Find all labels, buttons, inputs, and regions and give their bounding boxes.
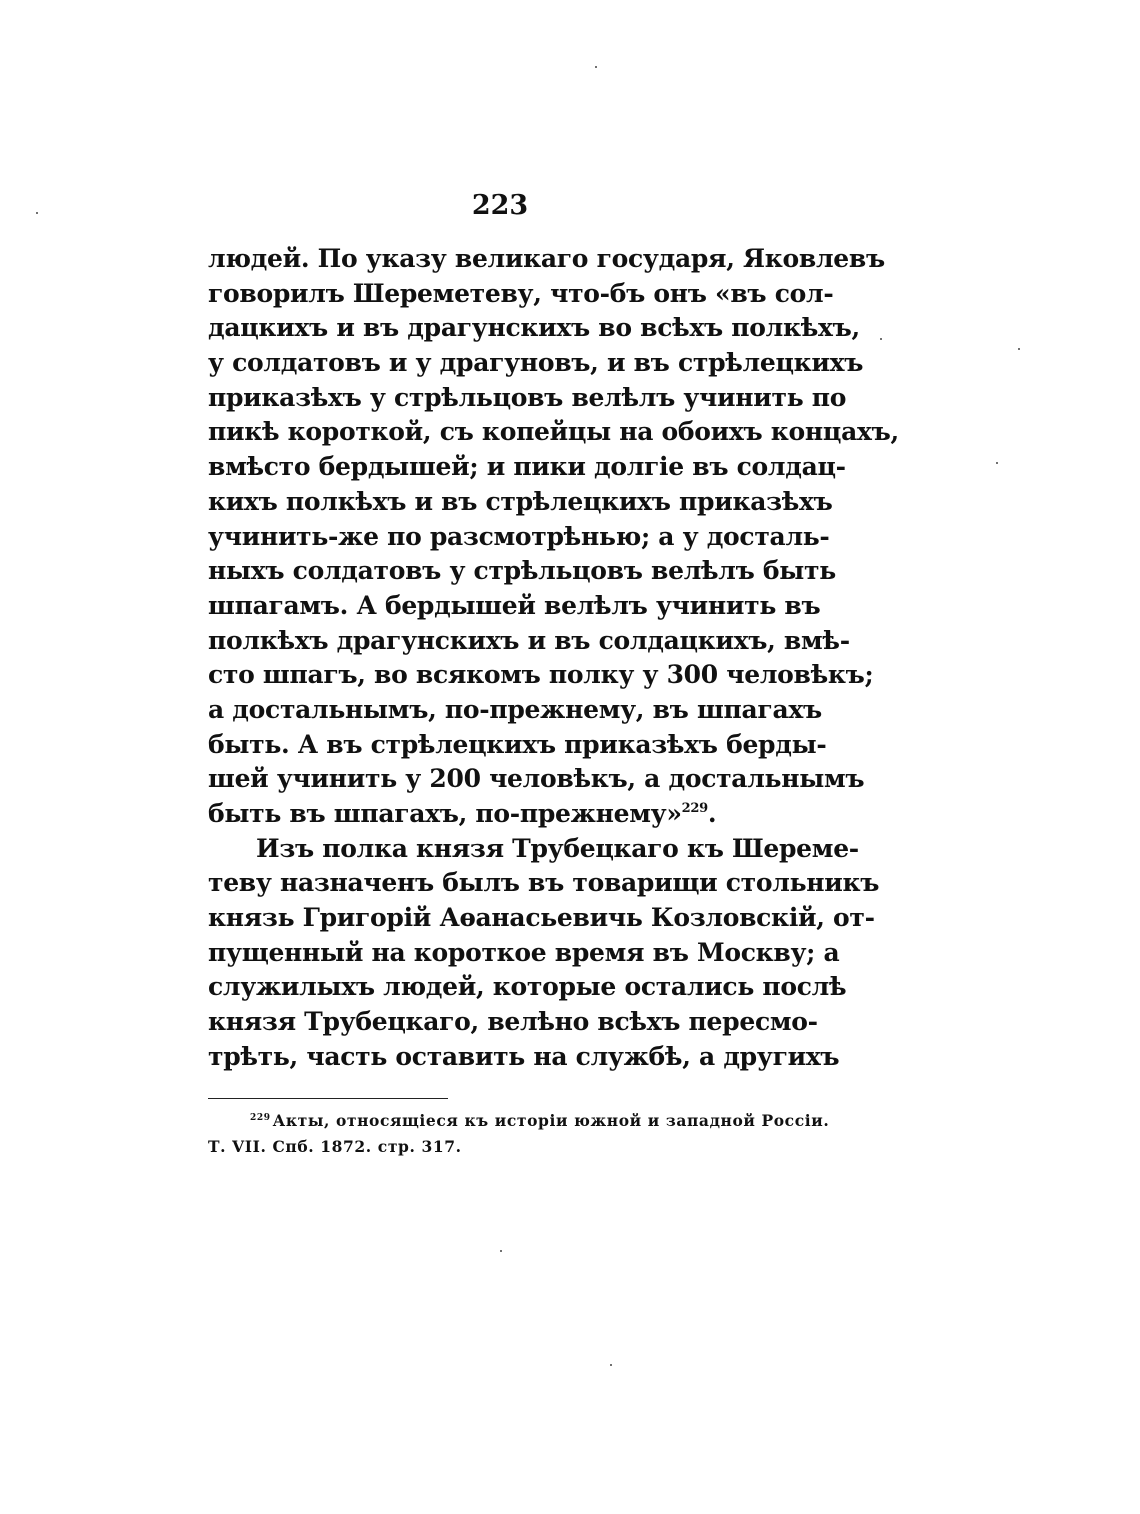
page-number: 223 — [471, 190, 529, 221]
text-line: дацкихъ и въ драгунскихъ во всѣхъ полкѣхъ, — [208, 313, 860, 343]
footnote-number: 229 — [250, 1113, 271, 1123]
text-line: а достальнымъ, по-прежнему, въ шпагахъ — [208, 694, 822, 724]
text-line: ныхъ солдатовъ у стрѣльцовъ велѣлъ быть — [208, 556, 836, 586]
scan-speck — [36, 212, 38, 214]
text-line: теву назначенъ былъ въ товарищи стольникъ — [208, 868, 880, 898]
scan-speck — [1018, 348, 1020, 350]
scan-speck — [996, 462, 998, 464]
footnote-reference: 229 — [681, 801, 708, 816]
text-line: полкѣхъ драгунскихъ и въ солдацкихъ, вмѣ- — [208, 625, 850, 655]
scan-speck — [595, 66, 597, 68]
text-line: пикѣ короткой, съ копейцы на обоихъ концахъ, — [208, 417, 899, 447]
text-line: вмѣсто бердышей; и пики долгіе въ солдац- — [208, 452, 846, 482]
text-line: учинить-же по разсмотрѣнью; а у досталь- — [208, 521, 830, 551]
footnote-line — [208, 1108, 830, 1134]
paragraph-start-line: Изъ полка князя Трубецкаго къ Шереме- — [256, 833, 859, 863]
footnote-line: Т. VII. Спб. 1872. стр. 317. — [208, 1137, 462, 1156]
footnote — [208, 1108, 830, 1160]
text-fragment: быть въ шпагахъ, по-прежнему» — [208, 799, 682, 828]
text-fragment: . — [707, 799, 717, 828]
text-line: кихъ полкѣхъ и въ стрѣлецкихъ приказѣхъ — [208, 486, 833, 516]
text-line: у солдатовъ и у драгуновъ, и въ стрѣлецкихъ — [208, 348, 864, 378]
text-line: сто шпагъ, во всякомъ полку у 300 человѣкъ; — [208, 660, 874, 690]
text-line: шпагамъ. А бердышей велѣлъ учинить въ — [208, 590, 821, 620]
text-line: трѣть, часть оставить на службѣ, а другихъ — [208, 1041, 840, 1071]
footnote-text: Акты, относящіеся къ исторіи южной и западной Россіи. — [272, 1111, 830, 1130]
text-line: князя Трубецкаго, велѣно всѣхъ пересмо- — [208, 1007, 818, 1037]
paragraph-end-line — [208, 797, 793, 832]
text-line: пущенный на короткое время въ Москву; а — [208, 937, 840, 967]
text-line: говорилъ Шереметеву, что-бъ онъ «въ сол- — [208, 278, 834, 308]
scan-speck — [610, 1364, 612, 1366]
text-line: князь Григорій Аѳанасьевичь Козловскій, от- — [208, 903, 875, 933]
text-line: приказѣхъ у стрѣльцовъ велѣлъ учинить по — [208, 382, 847, 412]
text-line: быть. А въ стрѣлецкихъ приказѣхъ берды- — [208, 729, 827, 759]
text-line: людей. По указу великаго государя, Яковлевъ — [208, 244, 885, 273]
footnote-divider — [208, 1098, 448, 1099]
scan-speck — [500, 1250, 502, 1252]
scan-speck — [880, 338, 882, 340]
text-line: шей учинить у 200 человѣкъ, а достальнымъ — [208, 764, 865, 794]
text-line: служилыхъ людей, которые остались послѣ — [208, 972, 847, 1002]
main-text — [208, 242, 899, 1075]
